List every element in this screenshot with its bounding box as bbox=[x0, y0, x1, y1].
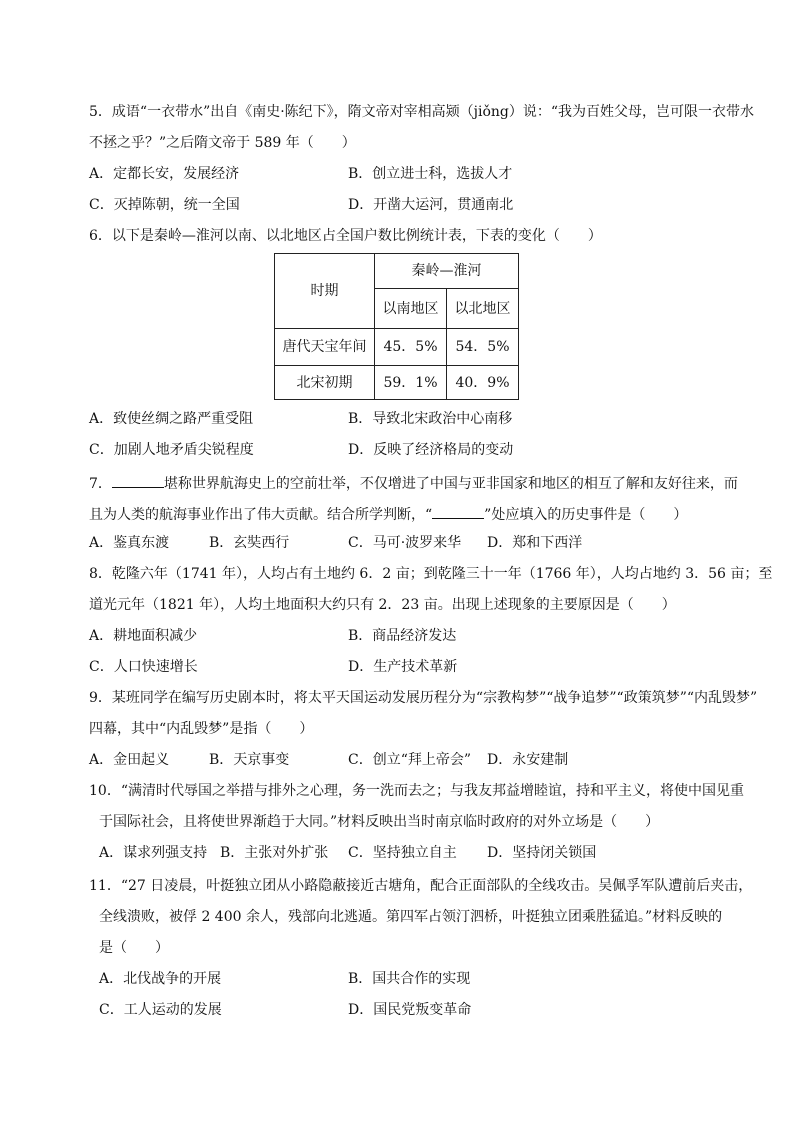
q5-option-b: B．创立进士科，选拔人才 bbox=[348, 166, 513, 182]
q8-option-a: A．耕地面积减少 bbox=[89, 628, 198, 644]
table-header-north: 以北地区 bbox=[447, 289, 519, 329]
q9-option-a: A．金田起义 bbox=[89, 752, 170, 768]
table-header-group: 秦岭—淮河 bbox=[375, 254, 519, 289]
q6-option-b: B．导致北宋政治中心南移 bbox=[348, 411, 513, 427]
q11-option-a: A．北伐战争的开展 bbox=[99, 971, 222, 987]
q10-option-c: C．坚持独立自主 bbox=[348, 845, 457, 861]
q11-stem-line1: 11．“27 日凌晨，叶挺独立团从小路隐蔽接近古塘角，配合正面部队的全线攻击。吴佩孚军队遭前后夹击， bbox=[89, 878, 753, 894]
table-cell-period: 北宋初期 bbox=[275, 366, 375, 400]
q5-option-d: D．开凿大运河，贯通南北 bbox=[348, 197, 514, 213]
table-row bbox=[275, 329, 519, 366]
table-row bbox=[275, 366, 519, 400]
q5-option-c: C．灭掉陈朝，统一全国 bbox=[89, 197, 240, 213]
q5-stem-line2: 不拯之乎？”之后隋文帝于 589 年（ ） bbox=[89, 135, 356, 151]
table-header-south: 以南地区 bbox=[375, 289, 447, 329]
q5-stem-line1: 5．成语“一衣带水”出自《南史·陈纪下》，隋文帝对宰相高颎（jiǒng）说：“我为百姓父母，岂可限一衣带水 bbox=[89, 104, 755, 120]
q7-number: 7． bbox=[89, 476, 112, 492]
q7-stem-text2a: 且为人类的航海事业作出了伟大贡献。结合所学判断，“ bbox=[89, 507, 433, 523]
q6-data-table bbox=[274, 253, 519, 400]
q7-option-d: D．郑和下西洋 bbox=[487, 535, 583, 551]
q7-stem-line1 bbox=[89, 474, 738, 491]
q6-option-d: D．反映了经济格局的变动 bbox=[348, 442, 514, 458]
table-cell-north: 40．9% bbox=[447, 366, 519, 400]
q9-stem-line2: 四幕，其中“内乱毁梦”是指（ ） bbox=[89, 721, 314, 737]
q8-stem-line2: 道光元年（1821 年），人均土地面积大约只有 2．23 亩。出现上述现象的主要原因是（ ） bbox=[89, 597, 676, 613]
q8-option-b: B．商品经济发达 bbox=[348, 628, 457, 644]
table-cell-period: 唐代天宝年间 bbox=[275, 329, 375, 366]
q8-option-d: D．生产技术革新 bbox=[348, 659, 458, 675]
table-cell-north: 54．5% bbox=[447, 329, 519, 366]
q7-option-c: C．马可·波罗来华 bbox=[348, 535, 462, 551]
q7-option-a: A．鉴真东渡 bbox=[89, 535, 170, 551]
q7-option-b: B．玄奘西行 bbox=[209, 535, 290, 551]
q11-option-c: C．工人运动的发展 bbox=[99, 1002, 222, 1018]
q10-option-d: D．坚持闭关锁国 bbox=[487, 845, 597, 861]
q8-option-c: C．人口快速增长 bbox=[89, 659, 198, 675]
table-cell-south: 45．5% bbox=[375, 329, 447, 366]
q11-option-d: D．国民党叛变革命 bbox=[348, 1002, 472, 1018]
q11-stem-line2: 全线溃败，被俘 2 400 余人，残部向北逃遁。第四军占领汀泗桥，叶挺独立团乘胜猛追。”材料反映的 bbox=[99, 909, 723, 925]
q10-stem-line2: 于国际社会，且将使世界渐趋于大同。”材料反映出当时南京临时政府的对外立场是（ ） bbox=[99, 814, 660, 830]
q10-stem-line1: 10．“满清时代辱国之举措与排外之心理，务一洗而去之；与我友邦益增睦谊，持和平主义，将使中国见重 bbox=[89, 783, 744, 799]
q6-stem: 6．以下是秦岭—淮河以南、以北地区占全国户数比例统计表，下表的变化（ ） bbox=[89, 228, 602, 244]
q10-option-a: A．谋求列强支持 bbox=[99, 845, 208, 861]
q8-stem-line1: 8．乾隆六年（1741 年），人均占有土地约 6．2 亩；到乾隆三十一年（1766 年），人均占地约 3．56 亩；至 bbox=[89, 566, 773, 582]
q10-option-b: B．主张对外扩张 bbox=[220, 845, 329, 861]
q7-stem-text2b: ”处应填入的历史事件是（ ） bbox=[484, 507, 688, 523]
q9-stem-line1: 9．某班同学在编写历史剧本时，将太平天国运动发展历程分为“宗教构梦”“战争追梦”“政策筑梦”“内乱毁梦” bbox=[89, 690, 758, 706]
q7-stem-text1: 堪称世界航海史上的空前壮举，不仅增进了中国与亚非国家和地区的相互了解和友好往来，而 bbox=[163, 476, 738, 492]
q7-blank-2 bbox=[432, 505, 484, 519]
table-cell-south: 59．1% bbox=[375, 366, 447, 400]
q6-option-c: C．加剧人地矛盾尖锐程度 bbox=[89, 442, 254, 458]
q9-option-c: C．创立“拜上帝会” bbox=[348, 752, 472, 768]
q11-stem-line3: 是（ ） bbox=[99, 940, 169, 956]
q7-blank-1 bbox=[112, 474, 164, 488]
table-header-period: 时期 bbox=[275, 254, 375, 329]
q9-option-b: B．天京事变 bbox=[209, 752, 290, 768]
q9-option-d: D．永安建制 bbox=[487, 752, 569, 768]
q7-stem-line2 bbox=[89, 505, 687, 522]
q6-option-a: A．致使丝绸之路严重受阻 bbox=[89, 411, 254, 427]
q5-option-a: A．定都长安，发展经济 bbox=[89, 166, 240, 182]
q11-option-b: B．国共合作的实现 bbox=[348, 971, 471, 987]
